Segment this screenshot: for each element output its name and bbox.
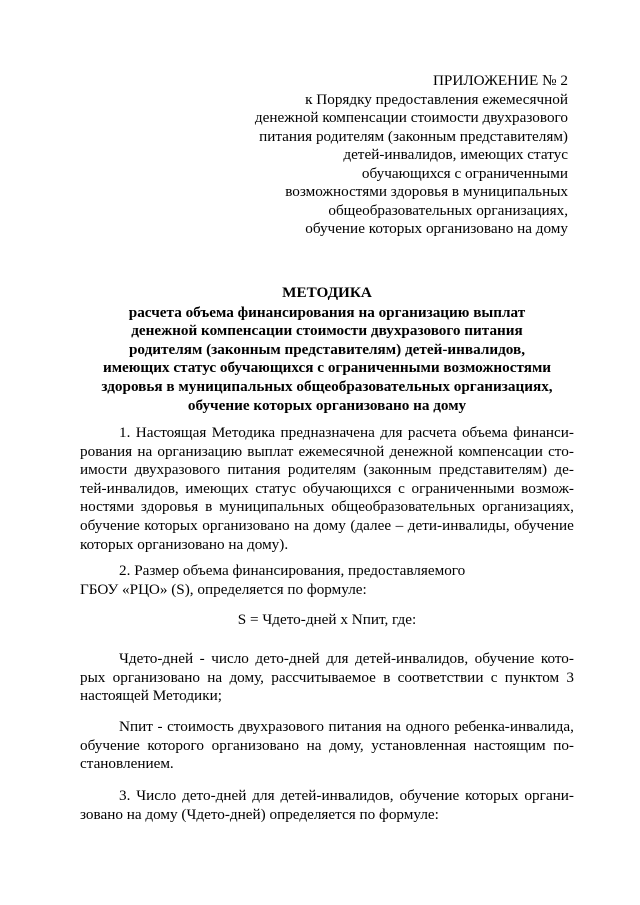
paragraph-2 (80, 562, 574, 599)
formula-s: S = Чдето-дней x Nпит, где: (237, 611, 417, 628)
title-main: МЕТОДИКА (282, 284, 372, 301)
paragraph-3 (80, 787, 574, 824)
appendix-header (238, 72, 568, 239)
paragraph-line: 2. Размер объема финансирования, предоставляемого (119, 562, 466, 579)
paragraph-line: имости двухразового питания родителям (законным представителям) де- (80, 461, 574, 479)
title-line: денежной компенсации стоимости двухразового питания (131, 322, 523, 340)
appendix-line: к Порядку предоставления ежемесячной (305, 90, 568, 108)
paragraph-line: ГБОУ «РЦО» (S), определяется по формуле: (80, 580, 367, 598)
title-line: родителям (законным представителям) детей-инвалидов, (128, 340, 526, 358)
paragraph-1 (80, 424, 574, 554)
definition-line: настоящей Методики; (80, 687, 222, 705)
definition-line: Nпит - стоимость двухразового питания на одного ребенка-инвалида, (119, 718, 574, 735)
appendix-line: питания родителям (законным представителям) (259, 127, 568, 145)
title-line: расчета объема финансирования на организацию выплат (128, 303, 526, 321)
appendix-line: обучающихся с ограниченными (361, 164, 568, 182)
appendix-line: детей-инвалидов, имеющих статус (343, 146, 568, 163)
paragraph-line: зовано на дому (Чдето-дней) определяется по формуле: (80, 805, 439, 823)
appendix-line: обучение которых организовано на дому (305, 220, 568, 237)
paragraph-line: которых организовано на дому). (80, 535, 289, 553)
definition-line: обучение которого организовано на дому, установленная настоящим по- (80, 736, 574, 754)
title-line: имеющих статус обучающихся с ограниченными возможностями (102, 359, 552, 377)
title-line: обучение которых организовано на дому (187, 396, 467, 414)
definition-chdetodney (80, 650, 574, 706)
paragraph-line: тей-инвалидов, имеющих статус обучающихся с ограниченными возмож- (80, 479, 574, 497)
appendix-line: денежной компенсации стоимости двухразового (254, 109, 568, 126)
paragraph-line: рования на организацию выплат ежемесячной денежной компенсации сто- (80, 442, 574, 460)
document-title (80, 284, 574, 415)
title-line: здоровья в муниципальных общеобразовательных организациях, (101, 377, 553, 395)
appendix-line: возможностями здоровья в муниципальных (285, 183, 568, 200)
definition-line: Чдето-дней - число дето-дней для детей-инвалидов, обучение кото- (119, 650, 574, 667)
paragraph-line: 3. Число дето-дней для детей-инвалидов, обучение которых органи- (119, 787, 574, 804)
appendix-line: ПРИЛОЖЕНИЕ № 2 (432, 72, 568, 89)
definition-line: рых организовано на дому, рассчитываемое в соответствии с пунктом 3 (80, 668, 574, 686)
paragraph-line: ностями здоровья в муниципальных общеобразовательных организациях, (80, 498, 574, 516)
paragraph-line: 1. Настоящая Методика предназначена для расчета объема финанси- (119, 424, 574, 441)
paragraph-line: обучение которых организовано на дому (далее – дети-инвалиды, обучение (80, 516, 574, 534)
definition-line: становлением. (80, 755, 174, 773)
appendix-line: общеобразовательных организациях, (328, 201, 568, 219)
definition-npit (80, 718, 574, 774)
